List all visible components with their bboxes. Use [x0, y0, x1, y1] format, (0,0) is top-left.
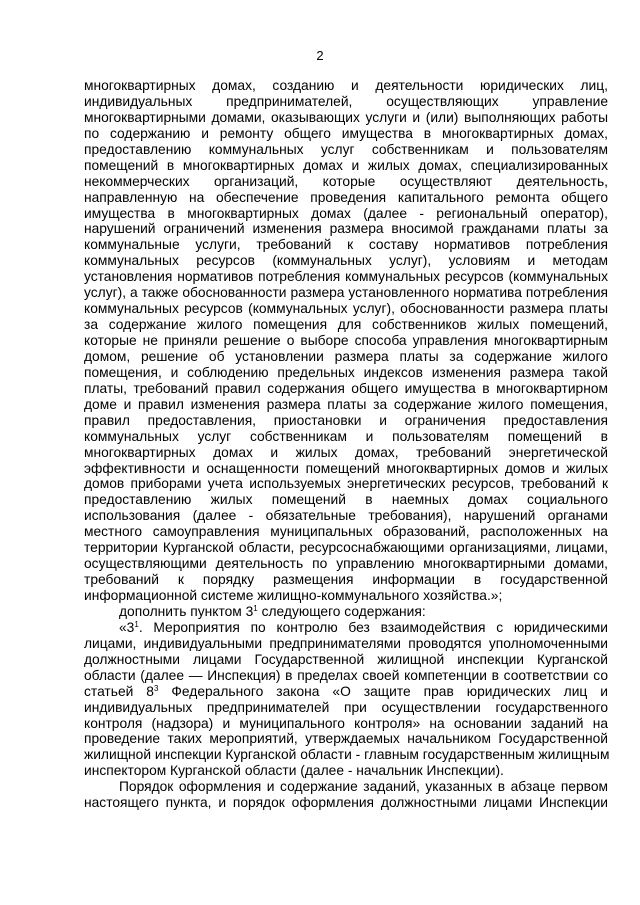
text-segment: следующего содержания:: [257, 603, 426, 619]
text-segment: имущества в многоквартирных домах (далее - региональный оператор),: [84, 205, 608, 221]
text-segment: многоквартирных домах, созданию и деятельности юридических лиц,: [84, 78, 608, 93]
document-body: [84, 78, 608, 811]
text-segment: . Мероприятия по контролю без взаимодействия с юридическими: [138, 619, 608, 635]
text-segment: коммунальных ресурсов (коммунальных услуг), условиям и методам: [84, 253, 608, 269]
text-line: [84, 301, 608, 317]
text-segment: помещения, и соблюдению предельных индексов изменения размера такой: [84, 364, 608, 380]
text-segment: домов приборами учета используемых энергетических ресурсов, требований к: [84, 476, 608, 492]
text-segment: доме и правил изменения размера платы за содержание жилого помещения,: [84, 396, 608, 412]
text-segment: статьей 8: [84, 683, 154, 699]
text-segment: многоквартирных домах и жилых домах, требований энергетической: [84, 444, 608, 460]
text-line: [84, 429, 608, 445]
text-line: [84, 174, 608, 190]
text-line: [84, 142, 608, 158]
text-segment: индивидуальных предпринимателей, осуществляющих управление: [84, 93, 608, 109]
text-line: [84, 524, 608, 540]
text-segment: области (далее — Инспекция) в пределах своей компетенции в соответствии со: [84, 667, 608, 683]
text-line: [84, 317, 608, 333]
text-segment: установления нормативов потребления коммунальных ресурсов (коммунальных: [84, 269, 608, 285]
text-line: [84, 620, 608, 636]
text-line: [84, 763, 608, 779]
text-line: [84, 110, 608, 126]
text-line: [84, 381, 608, 397]
text-segment: нарушений ограничений изменения размера вносимой гражданами платы за: [84, 221, 608, 237]
text-line: [84, 556, 608, 572]
text-segment: территории Курганской области, ресурсоснабжающими организациями, лицами,: [84, 540, 608, 556]
text-line: [84, 636, 608, 652]
text-line: [84, 668, 608, 684]
text-line: [84, 700, 608, 716]
superscript: 1: [253, 603, 258, 613]
text-segment: домом, решение об установлении размера платы за содержание жилого: [84, 348, 608, 364]
text-line: [84, 731, 608, 747]
text-segment: требований к порядку размещения информации в государственной: [84, 572, 608, 588]
text-line: [84, 604, 608, 620]
text-segment: использования (далее - обязательные требования), нарушений органами: [84, 508, 608, 524]
text-segment: услуг), а также обоснованности размера установленного норматива потребления: [84, 285, 608, 301]
text-line: [84, 349, 608, 365]
text-segment: которые не приняли решение о выборе способа управления многоквартирным: [84, 333, 608, 348]
text-segment: лицами, индивидуальными предпринимателями проводятся уполномоченными: [84, 635, 608, 651]
text-line: [84, 126, 608, 142]
text-line: [84, 94, 608, 110]
text-segment: проведение таких мероприятий, утверждаемых начальником Государственной: [84, 731, 608, 747]
text-line: [84, 365, 608, 381]
text-segment: по содержанию и ремонту общего имущества в многоквартирных домах,: [84, 125, 608, 141]
text-line: [84, 158, 608, 174]
text-segment: предоставлению коммунальных услуг собственникам и пользователям: [84, 141, 608, 157]
text-line: [84, 190, 608, 206]
text-line: [84, 652, 608, 668]
text-line: [84, 716, 608, 732]
text-segment: должностными лицами Государственной жилищной инспекции Курганской: [84, 651, 608, 667]
text-segment: «3: [119, 619, 135, 635]
text-line: [84, 221, 608, 237]
text-line: [84, 285, 608, 301]
text-segment: платы, требований правил содержания общего имущества в многоквартирном: [84, 380, 608, 396]
text-line: [84, 588, 608, 604]
superscript: 1: [134, 619, 139, 629]
text-line: [84, 461, 608, 477]
text-line: [84, 445, 608, 461]
text-segment: осуществляющими деятельность по управлению многоквартирными домами,: [84, 556, 608, 572]
text-segment: многоквартирными домами, оказывающих услуги и (или) выполняющих работы: [84, 109, 608, 125]
text-line: [84, 78, 608, 94]
text-segment: дополнить пунктом 3: [119, 603, 254, 619]
text-segment: некоммерческих организаций, которые осуществляют деятельность,: [84, 173, 608, 189]
text-segment: коммунальные услуги, требований к составу нормативов потребления: [84, 237, 608, 253]
text-segment: информационной системе жилищно-коммунального хозяйства.»;: [84, 588, 503, 603]
text-line: [84, 333, 608, 349]
page-number: 2: [316, 48, 324, 63]
text-line: [84, 237, 608, 253]
text-segment: предоставлению жилых помещений в наемных домах социального: [84, 492, 608, 508]
text-line: [84, 253, 608, 269]
text-segment: местного самоуправления муниципальных образований, расположенных на: [84, 524, 608, 540]
text-segment: Порядок оформления и содержание заданий, указанных в абзаце первом: [119, 779, 608, 795]
text-segment: жилищной инспекции Курганской области - главным государственным жилищным: [84, 747, 610, 763]
text-line: [84, 206, 608, 222]
text-segment: правил предоставления, приостановки и ограничения предоставления: [84, 412, 608, 428]
text-line: [84, 413, 608, 429]
text-line: [84, 269, 608, 285]
text-segment: индивидуальных предпринимателей при осуществлении государственного: [84, 699, 608, 715]
text-segment: направленную на обеспечение проведения капитального ремонта общего: [84, 189, 608, 205]
text-segment: помещений в многоквартирных домах и жилых домах, специализированных: [84, 157, 608, 173]
text-segment: за содержание жилого помещения для собственников жилых помещений,: [84, 317, 608, 333]
text-segment: коммунальных ресурсов (коммунальных услуг), обоснованности размера платы: [84, 301, 608, 317]
text-segment: контроля (надзора) и муниципального контроля» на основании заданий на: [84, 715, 608, 731]
text-segment: настоящего пункта, и порядок оформления должностными лицами Инспекции: [84, 795, 608, 811]
text-line: [84, 540, 608, 556]
text-line: [84, 795, 608, 811]
text-line: [84, 747, 608, 763]
text-line: [84, 397, 608, 413]
text-segment: эффективности и оснащенности помещений многоквартирных домов и жилых: [84, 460, 608, 476]
text-line: [84, 492, 608, 508]
text-segment: коммунальных услуг собственникам и пользователям помещений в: [84, 428, 608, 444]
superscript: 3: [153, 683, 159, 693]
text-line: [84, 508, 608, 524]
text-line: [84, 779, 608, 795]
text-line: [84, 572, 608, 588]
text-line: [84, 476, 608, 492]
text-segment: инспектором Курганской области (далее - начальник Инспекции).: [84, 763, 504, 779]
text-line: [84, 684, 608, 700]
text-segment: Федерального закона «О защите прав юридических лиц и: [158, 683, 609, 699]
